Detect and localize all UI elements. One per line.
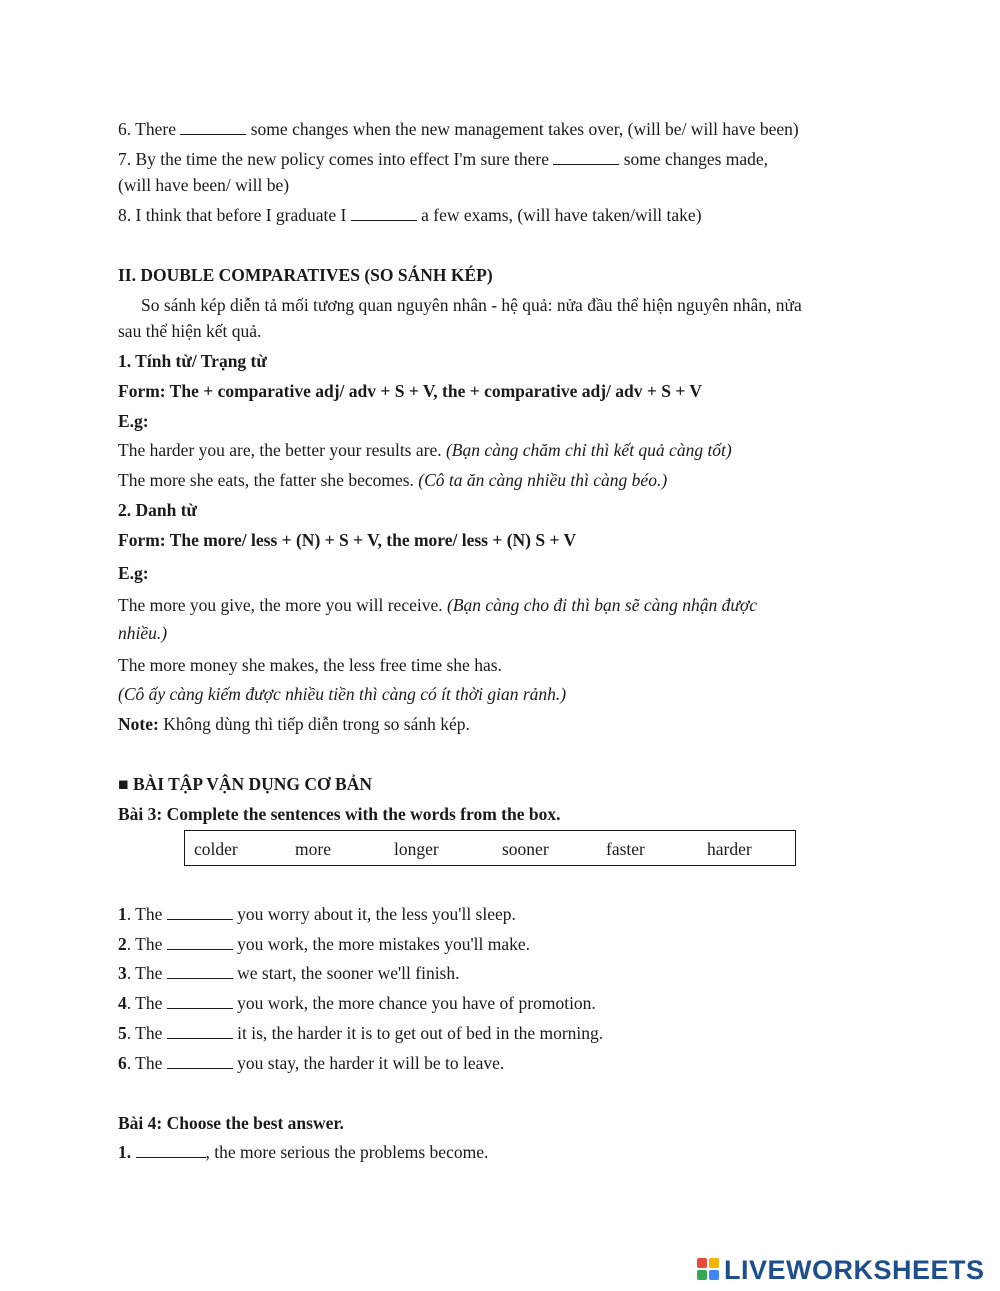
answer-blank[interactable] — [167, 963, 233, 979]
word-option: longer — [394, 839, 439, 859]
word-option: sooner — [502, 839, 549, 859]
brand-name: LIVEWORKSHEETS — [724, 1255, 985, 1285]
exercise-3-title: Bài 3: Complete the sentences with the words from the box. — [118, 804, 561, 824]
intro-text-cont: sau thể hiện kết quả. — [118, 321, 262, 341]
exercise-3-item: 3. The we start, the sooner we'll finish. — [118, 963, 460, 983]
subsection-title: 1. Tính từ/ Trạng từ — [118, 351, 267, 371]
word-option: harder — [707, 839, 752, 859]
exercise-3-item: 1. The you worry about it, the less you'll sleep. — [118, 904, 516, 924]
answer-blank[interactable] — [136, 1142, 206, 1158]
word-option: more — [295, 839, 331, 859]
logo-mark-square — [697, 1258, 707, 1268]
exercise-4-question: 1. , the more serious the problems become. — [118, 1142, 489, 1162]
answer-blank[interactable] — [167, 1053, 233, 1069]
exercise-4-title: Bài 4: Choose the best answer. — [118, 1113, 344, 1133]
example-sentence: The more you give, the more you will receive. (Bạn càng cho đi thì bạn sẽ càng nhận được — [118, 595, 758, 615]
example-sentence: The harder you are, the better your results are. (Bạn càng chăm chỉ thì kết quả càng tốt) — [118, 440, 732, 460]
logo-mark-square — [697, 1270, 707, 1280]
question-7-options: (will have been/ will be) — [118, 175, 290, 195]
answer-blank[interactable] — [351, 205, 417, 221]
intro-text: So sánh kép diễn tả mối tương quan nguyên nhân - hệ quả: nửa đầu thể hiện nguyên nhân, nửa — [141, 295, 802, 315]
logo-mark-icon — [697, 1258, 721, 1282]
example-label: E.g: — [118, 411, 149, 431]
answer-blank[interactable] — [167, 993, 233, 1009]
answer-blank[interactable] — [167, 934, 233, 950]
answer-blank[interactable] — [180, 119, 246, 135]
example-label: E.g: — [118, 563, 149, 583]
answer-blank[interactable] — [553, 149, 619, 165]
logo-mark-square — [709, 1270, 719, 1280]
exercise-3-item: 2. The you work, the more mistakes you'll make. — [118, 934, 530, 954]
word-option: colder — [194, 839, 238, 859]
answer-blank[interactable] — [167, 904, 233, 920]
word-box — [184, 830, 796, 866]
exercises-heading: ■ BÀI TẬP VẬN DỤNG CƠ BẢN — [118, 774, 372, 794]
section-heading: II. DOUBLE COMPARATIVES (SO SÁNH KÉP) — [118, 265, 493, 285]
question-8: 8. I think that before I graduate I a few exams, (will have taken/will take) — [118, 205, 702, 225]
subsection-title: 2. Danh từ — [118, 500, 198, 520]
note: Note: Không dùng thì tiếp diễn trong so sánh kép. — [118, 714, 470, 734]
example-sentence: The more she eats, the fatter she becomes. (Cô ta ăn càng nhiều thì càng béo.) — [118, 470, 668, 490]
exercise-3-item: 5. The it is, the harder it is to get out of bed in the morning. — [118, 1023, 604, 1043]
example-translation-cont: nhiều.) — [118, 623, 168, 643]
question-7: 7. By the time the new policy comes into effect I'm sure there some changes made, — [118, 149, 769, 169]
logo-mark-square — [709, 1258, 719, 1268]
example-sentence: The more money she makes, the less free time she has. — [118, 655, 502, 675]
form-rule: Form: The + comparative adj/ adv + S + V, the + comparative adj/ adv + S + V — [118, 381, 703, 401]
question-6: 6. There some changes when the new management takes over, (will be/ will have been) — [118, 119, 799, 139]
word-option: faster — [606, 839, 645, 859]
exercise-3-item: 6. The you stay, the harder it will be to leave. — [118, 1053, 505, 1073]
liveworksheets-logo — [697, 1253, 997, 1287]
example-translation: (Cô ấy càng kiếm được nhiều tiền thì càng có ít thời gian rảnh.) — [118, 684, 567, 704]
form-rule: Form: The more/ less + (N) + S + V, the more/ less + (N) S + V — [118, 530, 577, 550]
exercise-3-item: 4. The you work, the more chance you have of promotion. — [118, 993, 596, 1013]
answer-blank[interactable] — [167, 1023, 233, 1039]
